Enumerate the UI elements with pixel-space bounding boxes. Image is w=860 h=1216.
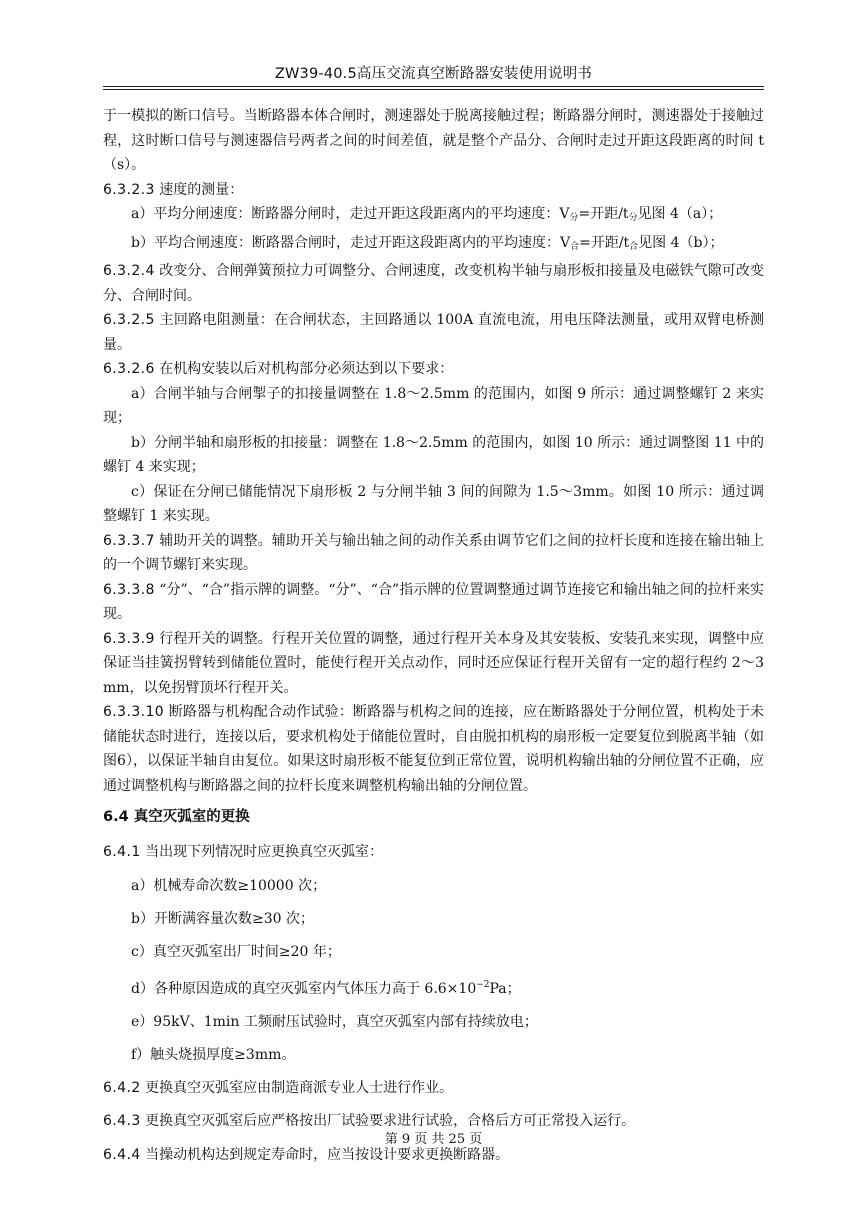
section-text: 在机构安装以后对机构部分必须达到以下要求： xyxy=(154,361,454,377)
section-text: 更换真空灭弧室应由制造商派专业人士进行作业。 xyxy=(140,1079,454,1096)
list-item: e）95kV、1min 工频耐压试验时，真空灭弧室内部有持续放电； xyxy=(131,1013,538,1030)
subscript: 分 xyxy=(628,213,638,223)
list-item: c）真空灭弧室出厂时间≥20 年； xyxy=(131,943,341,960)
section-text: 主回路电阻测量：在合闸状态，主回路通以 100A 直流电流，用电压降法测量，或用双臂电桥测量。 xyxy=(103,312,764,353)
section-text: 当操动机构达到规定寿命时，应当按设计要求更换断路器。 xyxy=(140,1146,510,1163)
section-6-3-2-6 xyxy=(103,357,764,382)
item-6-3-2-3-a xyxy=(103,202,764,231)
section-number: 6.3.2.4 xyxy=(103,263,155,279)
section-number: 6.3.2.3 xyxy=(103,181,155,198)
list-item: b）开断满容量次数≥30 次； xyxy=(131,910,314,927)
section-text: 当出现下列情况时应更换真空灭弧室： xyxy=(140,844,384,860)
list-item xyxy=(103,973,764,1002)
item-text: =开距/t xyxy=(578,206,629,222)
item-text: 见图 4（b）； xyxy=(638,234,724,251)
item-text: a）平均分闸速度：断路器分闸时，走过开距这段距离内的平均速度：V xyxy=(131,206,570,222)
section-6-3-3-9 xyxy=(103,627,764,701)
document-body xyxy=(103,104,764,1176)
section-6-4-body xyxy=(103,840,764,1167)
section-6-4-2 xyxy=(103,1076,764,1101)
subscript: 分 xyxy=(569,213,579,223)
list-item: f）触头烧损厚度≥3mm。 xyxy=(131,1046,296,1063)
section-6-3-3-10 xyxy=(103,700,764,798)
section-6-3-2-5 xyxy=(103,308,764,357)
section-text: “分”、“合”指示牌的调整。“分”、“合”指示牌的位置调整通过调节连接它和输出轴之间的拉杆来实现。 xyxy=(103,581,764,622)
section-6-3-2-4 xyxy=(103,259,764,308)
subscript: 合 xyxy=(570,241,580,252)
header-rule xyxy=(103,86,764,87)
page-number: 第 9 页 共 25 页 xyxy=(384,1132,483,1147)
item-text: Pa； xyxy=(489,980,521,997)
item-6-3-2-6-a: a）合闸半轴与合闸掣子的扣接量调整在 1.8～2.5mm 的范围内，如图 9 所示：通过调整螺钉 2 来实现； xyxy=(103,385,764,426)
item-6-3-2-6-c: c）保证在分闸已储能情况下扇形板 2 与分闸半轴 3 间的间隙为 1.5～3mm。如图 10 所示：通过调整螺钉 1 来实现。 xyxy=(103,483,764,524)
section-number: 6.3.3.10 xyxy=(103,704,165,720)
section-number: 6.3.2.6 xyxy=(103,361,155,377)
section-6-3-2-3 xyxy=(103,178,764,203)
item-text: b）平均合闸速度：断路器合闸时，走过开距这段距离内的平均速度：V xyxy=(131,234,571,251)
section-number: 6.4.1 xyxy=(103,844,141,860)
section-number: 6.3.2.5 xyxy=(103,312,155,328)
section-text: 行程开关的调整。行程开关位置的调整，通过行程开关本身及其安装板、安装孔来实现，调整中应保证当挂簧拐臂转到储能位置时，能使行程开关点动作，同时还应保证行程开关留有一定的超行程约 2～3 mm，以免拐臂顶坏行程开关。 xyxy=(103,630,764,696)
section-6-4-1 xyxy=(103,840,764,865)
item-text: =开距/t xyxy=(579,234,630,251)
section-text: 断路器与机构配合动作试验：断路器与机构之间的连接，应在断路器处于分闸位置，机构处于未储能状态时进行，连接以后，要求机构处于储能位置时，自由脱扣机构的扇形板一定要复位到脱离半轴（如图6），以保证半轴自由复位。如果这时扇形板不能复位到正常位置，说明机构输出轴的分闸位置不正确，应通过调整机构与断路器之间的拉杆长度来调整机构输出轴的分闸位置。 xyxy=(103,704,764,794)
section-number: 6.3.3.7 xyxy=(103,532,155,549)
item-text: 见图 4（a）； xyxy=(637,206,723,222)
item-text: d）各种原因造成的真空灭弧室内气体压力高于 6.6×10 xyxy=(131,980,477,997)
section-text: 速度的测量： xyxy=(154,181,244,198)
item-6-3-2-6-b: b）分闸半轴和扇形板的扣接量：调整在 1.8～2.5mm 的范围内，如图 10 所示：通过调整图 11 中的螺钉 4 来实现； xyxy=(103,434,764,475)
section-number: 6.3.3.9 xyxy=(103,630,155,647)
superscript: −2 xyxy=(476,979,490,990)
section-6-3-3-7 xyxy=(103,529,764,578)
section-text: 辅助开关的调整。辅助开关与输出轴之间的动作关系由调节它们之间的拉杆长度和连接在输出轴上的一个调节螺钉来实现。 xyxy=(103,532,764,573)
item-6-3-2-3-b xyxy=(103,231,764,260)
section-heading-6-4: 6.4 真空灭弧室的更换 xyxy=(103,809,250,825)
list-item: a）机械寿命次数≥10000 次； xyxy=(131,877,327,894)
document-header-title: ZW39-40.5高压交流真空断路器安装使用说明书 xyxy=(274,66,593,82)
section-text: 改变分、合闸弹簧预拉力可调整分、合闸速度，改变机构半轴与扇形板扣接量及电磁铁气隙可改变分、合闸时间。 xyxy=(103,263,764,304)
section-number: 6.4.2 xyxy=(103,1079,141,1096)
subscript: 合 xyxy=(629,241,639,252)
section-6-3-3-8 xyxy=(103,578,764,627)
section-number: 6.4.4 xyxy=(103,1146,141,1163)
section-number: 6.4.3 xyxy=(103,1113,141,1129)
section-text: 更换真空灭弧室后应严格按出厂试验要求进行试验，合格后方可正常投入运行。 xyxy=(140,1113,636,1129)
paragraph-intro: 于一模拟的断口信号。当断路器本体合闸时，测速器处于脱离接触过程；断路器分闸时，测速器处于接触过程，这时断口信号与测速器信号两者之间的时间差值，就是整个产品分、合闸时走过开距这段距离的时间 t（s）。 xyxy=(103,108,764,173)
section-number: 6.3.3.8 xyxy=(103,581,155,598)
header-rule-thin xyxy=(103,89,764,90)
